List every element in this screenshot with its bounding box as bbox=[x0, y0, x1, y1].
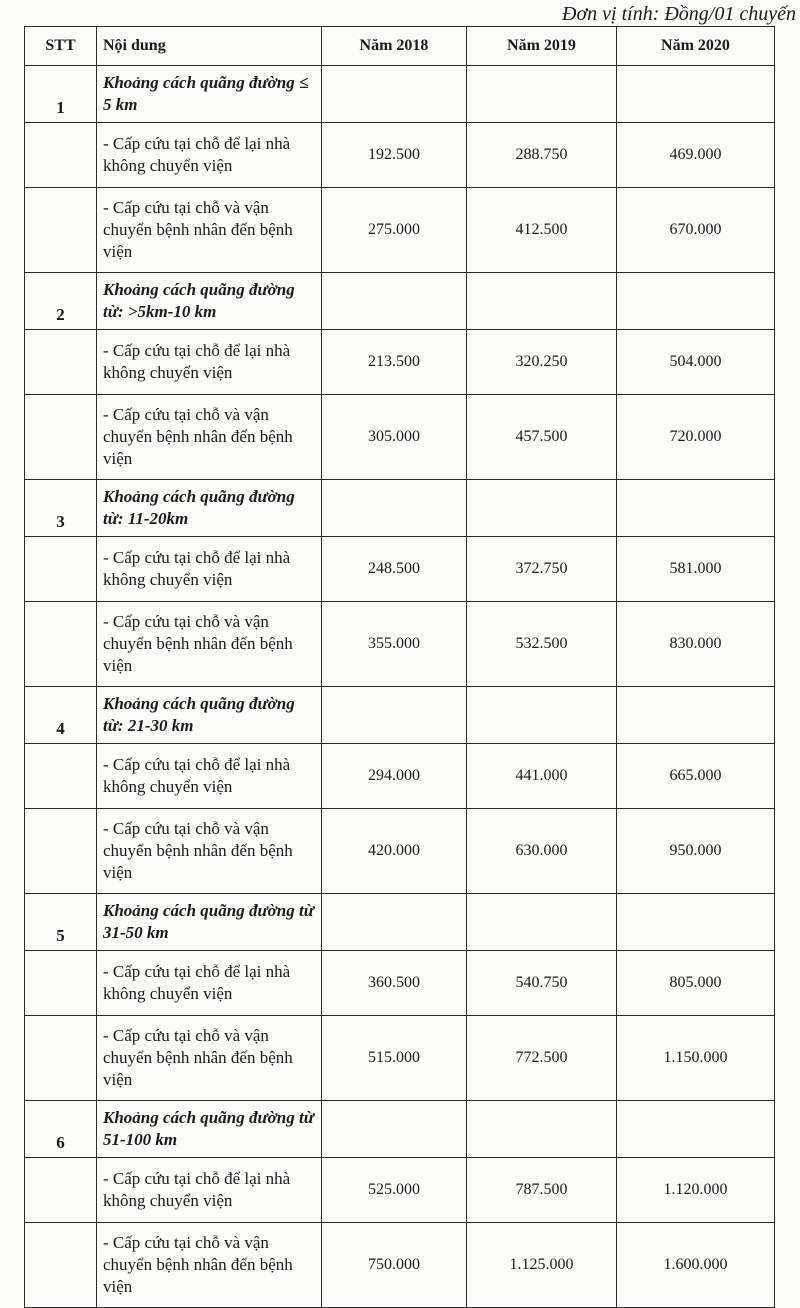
table-row bbox=[25, 395, 775, 480]
header-2019: Năm 2019 bbox=[467, 27, 617, 66]
group-row bbox=[25, 1101, 775, 1158]
group-label: Khoảng cách quãng đường từ: >5km-10 km bbox=[97, 273, 322, 330]
cell-2019: 540.750 bbox=[467, 951, 617, 1016]
group-label: Khoảng cách quãng đường từ: 21-30 km bbox=[97, 687, 322, 744]
cell-2020: 720.000 bbox=[617, 395, 775, 480]
group-label: Khoảng cách quãng đường từ 51-100 km bbox=[97, 1101, 322, 1158]
cell-2020: 670.000 bbox=[617, 188, 775, 273]
cell-2019: 532.500 bbox=[467, 602, 617, 687]
empty-cell bbox=[617, 894, 775, 951]
cell-2019: 288.750 bbox=[467, 123, 617, 188]
cell-2018: 360.500 bbox=[322, 951, 467, 1016]
cell-2019: 372.750 bbox=[467, 537, 617, 602]
cell-2019: 412.500 bbox=[467, 188, 617, 273]
table-body bbox=[25, 66, 775, 1308]
cell-2019: 787.500 bbox=[467, 1158, 617, 1223]
cell-2018: 420.000 bbox=[322, 809, 467, 894]
empty-cell bbox=[322, 273, 467, 330]
table-row bbox=[25, 537, 775, 602]
cell-2019: 630.000 bbox=[467, 809, 617, 894]
empty-cell bbox=[617, 273, 775, 330]
group-label: Khoảng cách quãng đường ≤ 5 km bbox=[97, 66, 322, 123]
empty-cell bbox=[467, 480, 617, 537]
cell-2020: 1.150.000 bbox=[617, 1016, 775, 1101]
table-row bbox=[25, 1016, 775, 1101]
empty-cell bbox=[322, 66, 467, 123]
row-description: - Cấp cứu tại chỗ và vận chuyển bệnh nhân đến bệnh viện bbox=[97, 1016, 322, 1101]
empty-cell bbox=[322, 1101, 467, 1158]
row-description: - Cấp cứu tại chỗ để lại nhà không chuyển viện bbox=[97, 1158, 322, 1223]
cell-2018: 750.000 bbox=[322, 1223, 467, 1308]
cell-2020: 950.000 bbox=[617, 809, 775, 894]
cell-2019: 772.500 bbox=[467, 1016, 617, 1101]
table-row bbox=[25, 602, 775, 687]
row-description: - Cấp cứu tại chỗ để lại nhà không chuyển viện bbox=[97, 537, 322, 602]
group-row bbox=[25, 894, 775, 951]
group-row bbox=[25, 687, 775, 744]
row-description: - Cấp cứu tại chỗ và vận chuyển bệnh nhân đến bệnh viện bbox=[97, 188, 322, 273]
table-row bbox=[25, 330, 775, 395]
cell-2020: 1.600.000 bbox=[617, 1223, 775, 1308]
cell-2019: 320.250 bbox=[467, 330, 617, 395]
empty-cell bbox=[322, 894, 467, 951]
empty-cell bbox=[322, 480, 467, 537]
cell-2019: 1.125.000 bbox=[467, 1223, 617, 1308]
group-row bbox=[25, 66, 775, 123]
group-stt: 4 bbox=[25, 687, 97, 744]
cell-2018: 248.500 bbox=[322, 537, 467, 602]
row-description: - Cấp cứu tại chỗ và vận chuyển bệnh nhân đến bệnh viện bbox=[97, 602, 322, 687]
cell-2018: 525.000 bbox=[322, 1158, 467, 1223]
group-label: Khoảng cách quãng đường từ 31-50 km bbox=[97, 894, 322, 951]
empty-cell bbox=[25, 951, 97, 1016]
empty-cell bbox=[467, 894, 617, 951]
group-stt: 6 bbox=[25, 1101, 97, 1158]
cell-2019: 457.500 bbox=[467, 395, 617, 480]
cell-2020: 504.000 bbox=[617, 330, 775, 395]
cell-2020: 469.000 bbox=[617, 123, 775, 188]
empty-cell bbox=[25, 1223, 97, 1308]
table-header-row bbox=[25, 27, 775, 66]
empty-cell bbox=[467, 687, 617, 744]
table-row bbox=[25, 123, 775, 188]
table-row bbox=[25, 188, 775, 273]
row-description: - Cấp cứu tại chỗ để lại nhà không chuyển viện bbox=[97, 330, 322, 395]
cell-2018: 355.000 bbox=[322, 602, 467, 687]
group-stt: 5 bbox=[25, 894, 97, 951]
empty-cell bbox=[322, 687, 467, 744]
group-stt: 2 bbox=[25, 273, 97, 330]
table-row bbox=[25, 1158, 775, 1223]
empty-cell bbox=[467, 66, 617, 123]
cell-2018: 275.000 bbox=[322, 188, 467, 273]
cell-2020: 665.000 bbox=[617, 744, 775, 809]
header-2018: Năm 2018 bbox=[322, 27, 467, 66]
cell-2018: 515.000 bbox=[322, 1016, 467, 1101]
cell-2018: 213.500 bbox=[322, 330, 467, 395]
header-stt: STT bbox=[25, 27, 97, 66]
row-description: - Cấp cứu tại chỗ để lại nhà không chuyển viện bbox=[97, 123, 322, 188]
fee-table bbox=[24, 26, 775, 1308]
empty-cell bbox=[25, 395, 97, 480]
table-row bbox=[25, 809, 775, 894]
empty-cell bbox=[617, 687, 775, 744]
empty-cell bbox=[25, 1016, 97, 1101]
cell-2020: 1.120.000 bbox=[617, 1158, 775, 1223]
empty-cell bbox=[467, 1101, 617, 1158]
table-row bbox=[25, 1223, 775, 1308]
empty-cell bbox=[617, 66, 775, 123]
row-description: - Cấp cứu tại chỗ và vận chuyển bệnh nhân đến bệnh viện bbox=[97, 809, 322, 894]
empty-cell bbox=[25, 123, 97, 188]
group-stt: 3 bbox=[25, 480, 97, 537]
cell-2020: 830.000 bbox=[617, 602, 775, 687]
empty-cell bbox=[617, 480, 775, 537]
empty-cell bbox=[25, 537, 97, 602]
cell-2018: 305.000 bbox=[322, 395, 467, 480]
cell-2020: 805.000 bbox=[617, 951, 775, 1016]
cell-2018: 294.000 bbox=[322, 744, 467, 809]
group-row bbox=[25, 480, 775, 537]
cell-2019: 441.000 bbox=[467, 744, 617, 809]
empty-cell bbox=[25, 330, 97, 395]
row-description: - Cấp cứu tại chỗ và vận chuyển bệnh nhân đến bệnh viện bbox=[97, 395, 322, 480]
empty-cell bbox=[25, 188, 97, 273]
header-content: Nội dung bbox=[97, 27, 322, 66]
cell-2020: 581.000 bbox=[617, 537, 775, 602]
table-row bbox=[25, 744, 775, 809]
row-description: - Cấp cứu tại chỗ để lại nhà không chuyển viện bbox=[97, 744, 322, 809]
unit-note: Đơn vị tính: Đồng/01 chuyến bbox=[562, 3, 796, 25]
group-row bbox=[25, 273, 775, 330]
table-row bbox=[25, 951, 775, 1016]
empty-cell bbox=[617, 1101, 775, 1158]
group-stt: 1 bbox=[25, 66, 97, 123]
header-2020: Năm 2020 bbox=[617, 27, 775, 66]
empty-cell bbox=[25, 809, 97, 894]
empty-cell bbox=[25, 602, 97, 687]
group-label: Khoảng cách quãng đường từ: 11-20km bbox=[97, 480, 322, 537]
empty-cell bbox=[25, 1158, 97, 1223]
row-description: - Cấp cứu tại chỗ và vận chuyển bệnh nhân đến bệnh viện bbox=[97, 1223, 322, 1308]
row-description: - Cấp cứu tại chỗ để lại nhà không chuyển viện bbox=[97, 951, 322, 1016]
empty-cell bbox=[467, 273, 617, 330]
cell-2018: 192.500 bbox=[322, 123, 467, 188]
empty-cell bbox=[25, 744, 97, 809]
